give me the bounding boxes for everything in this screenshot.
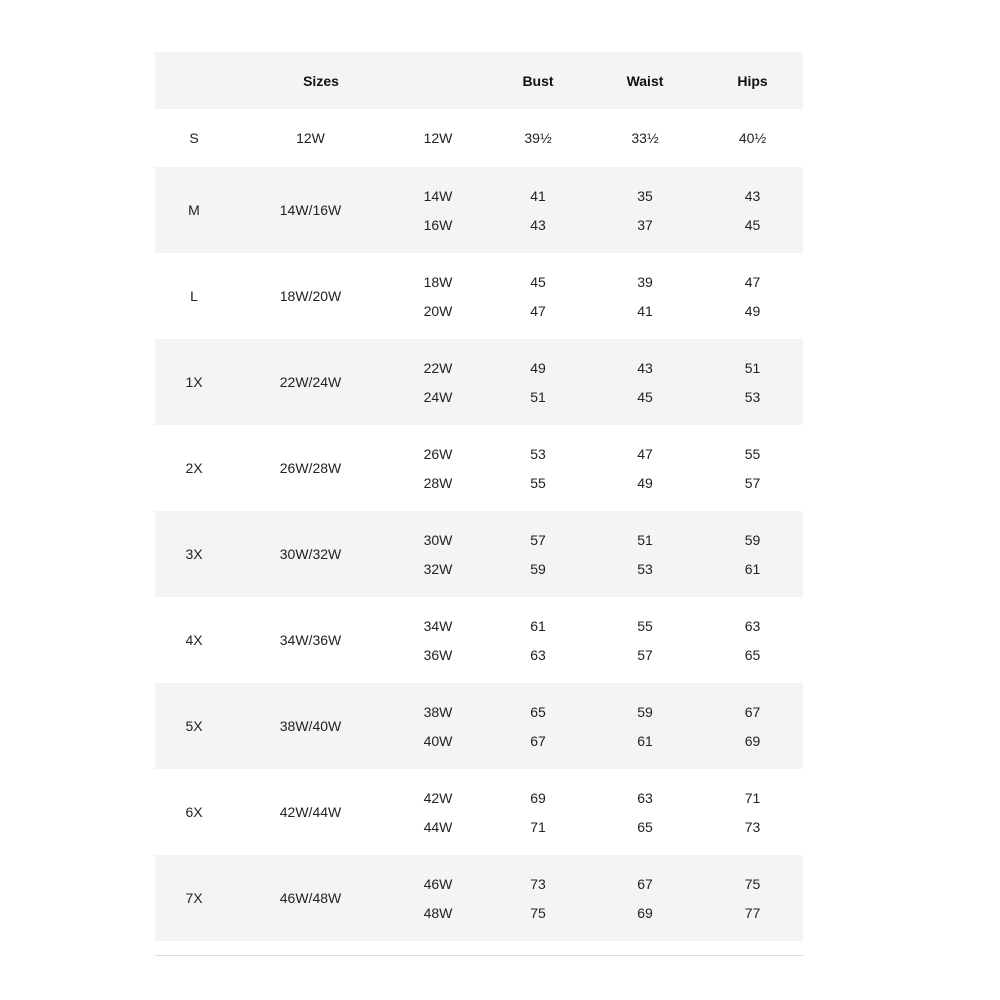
header-waist: Waist: [626, 72, 664, 89]
size-range: 38W/40W: [279, 718, 342, 734]
hips-value-group: [702, 702, 803, 751]
bust-value-group: [488, 186, 588, 235]
hips-value: 49: [744, 302, 761, 319]
waist-value-group: [588, 702, 702, 751]
waist-value: 67: [637, 875, 653, 892]
waist-value: 61: [637, 732, 653, 749]
bust-value-group: [488, 358, 588, 407]
bust-value: 67: [530, 732, 546, 749]
bust-value: 45: [530, 273, 546, 290]
hips-value: 75: [744, 875, 761, 892]
numeric-size: 18W: [423, 273, 453, 290]
bust-value: 75: [530, 904, 546, 921]
waist-value-group: [588, 788, 702, 837]
hips-value: 53: [744, 388, 761, 405]
numeric-size: 32W: [423, 560, 453, 577]
table-row: [155, 683, 803, 769]
waist-value: 49: [637, 474, 653, 491]
numeric-size-group: [388, 702, 488, 751]
waist-value: 59: [637, 703, 653, 720]
size-letter: S: [189, 130, 199, 146]
hips-value-group: [702, 788, 803, 837]
size-chart-table: [155, 52, 803, 956]
waist-value: 45: [637, 388, 653, 405]
numeric-size-group: [388, 272, 488, 321]
hips-value-group: [702, 874, 803, 923]
numeric-size: 42W: [423, 789, 453, 806]
waist-value-group: [588, 874, 702, 923]
hips-value-group: [702, 530, 803, 579]
waist-value: 51: [637, 531, 653, 548]
size-letter: M: [188, 202, 200, 218]
hips-value-group: [702, 128, 803, 148]
table-row: [155, 253, 803, 339]
numeric-size: 28W: [423, 474, 453, 491]
waist-value-group: [588, 616, 702, 665]
bust-value-group: [488, 788, 588, 837]
numeric-size: 24W: [423, 388, 453, 405]
bust-value: 73: [530, 875, 546, 892]
hips-value: 40½: [738, 130, 767, 146]
waist-value-group: [588, 186, 702, 235]
size-letter: 4X: [185, 632, 203, 648]
bust-value: 69: [530, 789, 546, 806]
table-header: [155, 52, 803, 109]
table-row: [155, 855, 803, 941]
waist-value: 37: [637, 216, 653, 233]
waist-value: 69: [637, 904, 653, 921]
bust-value-group: [488, 272, 588, 321]
waist-value: 63: [637, 789, 653, 806]
size-letter: 7X: [185, 890, 203, 906]
table-body: [155, 109, 803, 941]
hips-value: 73: [744, 818, 761, 835]
bottom-divider: [155, 955, 803, 956]
bust-value: 59: [530, 560, 546, 577]
waist-value: 55: [637, 617, 653, 634]
hips-value: 43: [744, 187, 761, 204]
numeric-size: 40W: [423, 732, 453, 749]
numeric-size-group: [388, 874, 488, 923]
size-letter: 6X: [185, 804, 203, 820]
size-range: 12W: [296, 130, 325, 146]
waist-value: 57: [637, 646, 653, 663]
bust-value: 47: [530, 302, 546, 319]
waist-value-group: [588, 444, 702, 493]
waist-value: 53: [637, 560, 653, 577]
bust-value-group: [488, 702, 588, 751]
size-range: 18W/20W: [279, 288, 342, 304]
bust-value-group: [488, 530, 588, 579]
table-row: [155, 109, 803, 167]
hips-value-group: [702, 358, 803, 407]
waist-value: 41: [637, 302, 653, 319]
bust-value: 55: [530, 474, 546, 491]
table-row: [155, 511, 803, 597]
bust-value-group: [488, 874, 588, 923]
bust-value: 63: [530, 646, 546, 663]
numeric-size: 30W: [423, 531, 453, 548]
size-letter: 5X: [185, 718, 203, 734]
numeric-size: 34W: [423, 617, 453, 634]
size-range: 46W/48W: [279, 890, 342, 906]
waist-value-group: [588, 530, 702, 579]
numeric-size-group: [388, 530, 488, 579]
hips-value: 63: [744, 617, 761, 634]
numeric-size: 26W: [423, 445, 453, 462]
size-range: 26W/28W: [279, 460, 342, 476]
numeric-size-group: [388, 128, 488, 148]
table-row: [155, 167, 803, 253]
bust-value: 43: [530, 216, 546, 233]
hips-value: 57: [744, 474, 761, 491]
waist-value: 33½: [631, 130, 659, 146]
size-letter: 1X: [185, 374, 203, 390]
numeric-size: 48W: [423, 904, 453, 921]
hips-value: 61: [744, 560, 761, 577]
bust-value: 51: [530, 388, 546, 405]
waist-value: 39: [637, 273, 653, 290]
hips-value-group: [702, 444, 803, 493]
size-range: 14W/16W: [279, 202, 342, 218]
numeric-size: 22W: [423, 359, 453, 376]
bust-value: 41: [530, 187, 546, 204]
waist-value-group: [588, 358, 702, 407]
bust-value: 39½: [524, 130, 552, 146]
numeric-size: 14W: [423, 187, 453, 204]
size-range: 42W/44W: [279, 804, 342, 820]
hips-value: 65: [744, 646, 761, 663]
header-hips: Hips: [737, 72, 768, 89]
size-letter: 3X: [185, 546, 203, 562]
waist-value: 43: [637, 359, 653, 376]
header-bust: Bust: [522, 72, 554, 89]
table-row: [155, 597, 803, 683]
size-letter: L: [190, 288, 198, 304]
bust-value: 61: [530, 617, 546, 634]
hips-value: 69: [744, 732, 761, 749]
numeric-size: 44W: [423, 818, 453, 835]
size-range: 22W/24W: [279, 374, 342, 390]
waist-value: 35: [637, 187, 653, 204]
waist-value: 47: [637, 445, 653, 462]
hips-value-group: [702, 616, 803, 665]
table-row: [155, 769, 803, 855]
numeric-size: 12W: [423, 130, 453, 146]
hips-value: 45: [744, 216, 761, 233]
size-letter: 2X: [185, 460, 203, 476]
numeric-size: 38W: [423, 703, 453, 720]
hips-value-group: [702, 186, 803, 235]
hips-value: 51: [744, 359, 761, 376]
numeric-size-group: [388, 788, 488, 837]
hips-value: 71: [744, 789, 761, 806]
numeric-size: 36W: [423, 646, 453, 663]
bust-value: 57: [530, 531, 546, 548]
hips-value: 55: [744, 445, 761, 462]
bust-value: 65: [530, 703, 546, 720]
hips-value: 67: [744, 703, 761, 720]
waist-value-group: [588, 272, 702, 321]
hips-value: 59: [744, 531, 761, 548]
size-range: 34W/36W: [279, 632, 342, 648]
size-range: 30W/32W: [279, 546, 342, 562]
waist-value-group: [588, 128, 702, 148]
hips-value: 47: [744, 273, 761, 290]
numeric-size-group: [388, 616, 488, 665]
numeric-size: 20W: [423, 302, 453, 319]
bust-value: 49: [530, 359, 546, 376]
table-row: [155, 425, 803, 511]
numeric-size-group: [388, 186, 488, 235]
bust-value-group: [488, 128, 588, 148]
bust-value: 71: [530, 818, 546, 835]
bust-value-group: [488, 616, 588, 665]
numeric-size-group: [388, 444, 488, 493]
numeric-size: 46W: [423, 875, 453, 892]
numeric-size: 16W: [423, 216, 453, 233]
hips-value: 77: [744, 904, 761, 921]
waist-value: 65: [637, 818, 653, 835]
table-row: [155, 339, 803, 425]
hips-value-group: [702, 272, 803, 321]
header-sizes: Sizes: [303, 72, 339, 89]
bust-value-group: [488, 444, 588, 493]
numeric-size-group: [388, 358, 488, 407]
bust-value: 53: [530, 445, 546, 462]
